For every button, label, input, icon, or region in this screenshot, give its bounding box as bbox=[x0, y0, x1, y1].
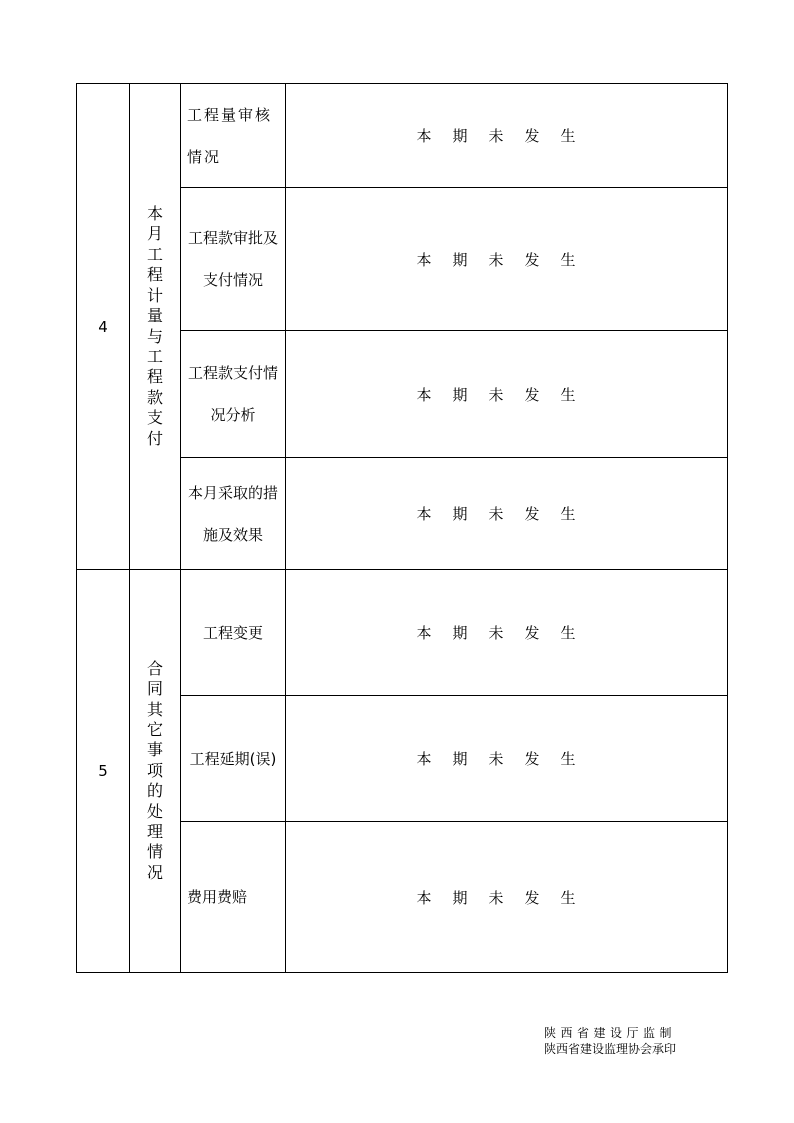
item-content: 本期未发生 bbox=[286, 822, 728, 973]
section-category-text: 合同其它事项的处理情况 bbox=[147, 658, 164, 882]
footer-printer: 陕西省建设监理协会承印 bbox=[544, 1042, 677, 1056]
item-label: 费用费赔 bbox=[181, 822, 286, 973]
item-label: 工程变更 bbox=[181, 570, 286, 696]
section-category bbox=[130, 84, 181, 570]
item-label: 工程延期(误) bbox=[181, 696, 286, 822]
item-content: 本期未发生 bbox=[286, 458, 728, 570]
section-category-text: 本月工程计量与工程款支付 bbox=[147, 204, 164, 448]
item-content: 本期未发生 bbox=[286, 696, 728, 822]
table-row bbox=[77, 570, 728, 696]
report-table bbox=[76, 83, 728, 973]
item-label: 工程款支付情况分析 bbox=[181, 331, 286, 458]
item-content: 本期未发生 bbox=[286, 570, 728, 696]
footer-supervisor: 陕西省建设厅监制 bbox=[544, 1026, 677, 1040]
section-category bbox=[130, 570, 181, 973]
item-content: 本期未发生 bbox=[286, 331, 728, 458]
item-content: 本期未发生 bbox=[286, 84, 728, 188]
item-label: 工程款审批及支付情况 bbox=[181, 188, 286, 331]
section-number: 4 bbox=[77, 84, 130, 570]
section-number: 5 bbox=[77, 570, 130, 973]
footer-imprint bbox=[544, 1025, 676, 1057]
item-label: 本月采取的措施及效果 bbox=[181, 458, 286, 570]
table-row bbox=[77, 84, 728, 188]
item-content: 本期未发生 bbox=[286, 188, 728, 331]
item-label: 工程量审核情况 bbox=[181, 84, 286, 188]
